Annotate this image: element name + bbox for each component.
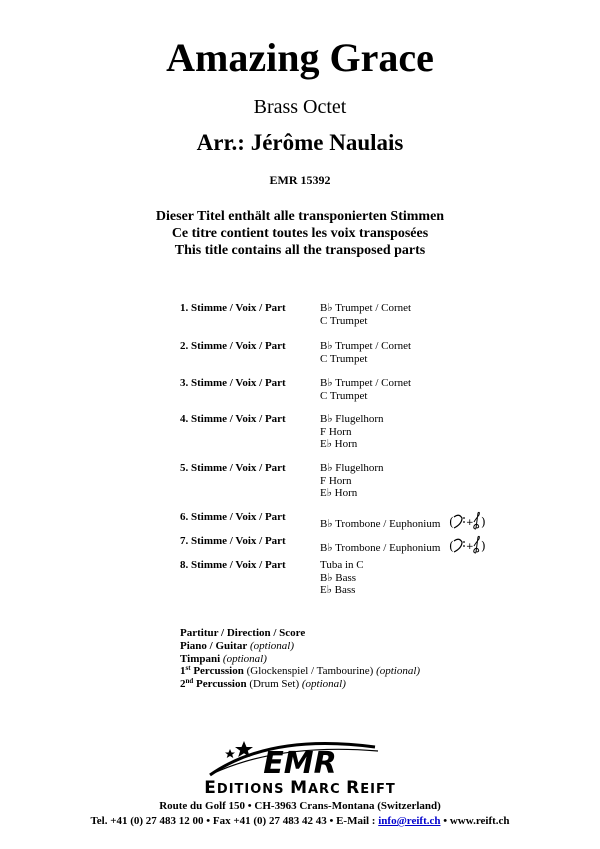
additional-parts [180,627,420,691]
instrument-name: B♭ Trombone / Euphonium [320,542,441,554]
extra-score [180,627,420,640]
part-label: 3. Stimme / Voix / Part [180,377,286,389]
ordinal-number: 2 [180,678,186,691]
instrument: E♭ Horn [320,487,358,499]
instrument: F Horn [320,474,352,487]
instrument: B♭ Flugelhorn [320,413,384,425]
score-title: Amazing Grace [166,35,434,80]
instrument: E♭ Horn [320,438,358,450]
extra-percussion-2 [180,678,420,691]
logo-text: EMR [263,746,337,781]
instrument: B♭ Trumpet / Cornet [320,302,412,314]
part-instruments [320,377,411,402]
svg-text:): ) [481,515,486,529]
optional-note: (optional) [301,678,346,691]
instrument: E♭ Bass [320,584,356,596]
optional-note: (optional) [249,639,294,652]
notice-english: This title contains all the transposed parts [174,243,426,258]
part-instruments [320,462,384,500]
optional-note: (optional) [222,652,267,665]
ensemble-subtitle: Brass Octet [253,96,347,118]
bass-and-treble-clef-icon [449,535,487,555]
publisher-initial: R [346,778,361,798]
ordinal-suffix: nd [185,677,194,686]
publisher-initial: M [290,778,308,798]
instrument: B♭ Flugelhorn [320,462,384,474]
part-label: 5. Stimme / Voix / Part [180,462,286,474]
part-label: 6. Stimme / Voix / Part [180,511,286,523]
instrument [320,535,487,554]
part-instruments [320,511,487,530]
extra-percussion-1 [180,665,420,678]
svg-text:): ) [481,539,486,553]
part-instruments [320,535,487,554]
publisher-part: ARC [308,782,347,797]
publisher-part: DITIONS [216,782,291,797]
publisher-address: Route du Golf 150 • CH-3963 Crans-Montana (Switzerland) [159,800,441,812]
svg-text:(: ( [449,539,454,553]
extra-piano [180,640,420,653]
publisher-part: EIFT [360,782,396,797]
extra-label: Percussion [193,665,244,678]
extra-detail: (Glockenspiel / Tambourine) [246,665,374,678]
instrument: B♭ Bass [320,571,357,584]
instrument-name: B♭ Trombone / Euphonium [320,518,441,530]
instrument: F Horn [320,425,352,438]
optional-note: (optional) [376,665,421,678]
extra-label: Percussion [196,678,247,691]
email-link[interactable]: info@reift.ch [378,815,441,827]
publisher-contact [0,814,600,828]
arranger-credit: Arr.: Jérôme Naulais [196,130,404,155]
part-label: 1. Stimme / Voix / Part [180,302,286,314]
part-instruments [320,559,364,597]
notice-french: Ce titre contient toutes les voix transposées [171,226,429,241]
contact-prefix: Tel. +41 (0) 27 483 12 00 • Fax +41 (0) 27 483 42 43 • E-Mail : [90,815,379,827]
part-instruments [320,340,411,365]
publisher-initial: E [204,778,217,798]
ordinal-suffix: st [185,664,191,673]
svg-text:+: + [466,542,474,552]
extra-detail: (Drum Set) [249,678,300,691]
instrument: C Trumpet [320,314,368,327]
contact-suffix: • www.reift.ch [440,815,510,827]
part-label: 7. Stimme / Voix / Part [180,535,286,547]
bass-and-treble-clef-icon [449,511,487,531]
instrument: B♭ Trumpet / Cornet [320,377,412,389]
instrument: B♭ Trumpet / Cornet [320,340,412,352]
publisher-name [0,778,600,800]
svg-text:+: + [466,518,474,528]
extra-timpani [180,653,420,666]
part-label: 4. Stimme / Voix / Part [180,413,286,425]
catalog-number: EMR 15392 [269,173,331,187]
transposition-notice [0,208,600,259]
instrument [320,511,487,530]
extra-label: Timpani [180,652,221,665]
instrument: C Trumpet [320,352,368,365]
part-instruments [320,413,384,451]
part-instruments [320,302,411,327]
instrument: Tuba in C [320,559,364,571]
extra-label: Piano / Guitar [180,639,248,652]
ordinal-number: 1 [180,665,186,678]
svg-text:(: ( [449,515,454,529]
extra-label: Partitur / Direction / Score [180,627,306,639]
part-label: 8. Stimme / Voix / Part [180,559,286,571]
part-label: 2. Stimme / Voix / Part [180,340,286,352]
notice-german: Dieser Titel enthält alle transponierten Stimmen [155,209,445,224]
instrument: C Trumpet [320,389,368,402]
